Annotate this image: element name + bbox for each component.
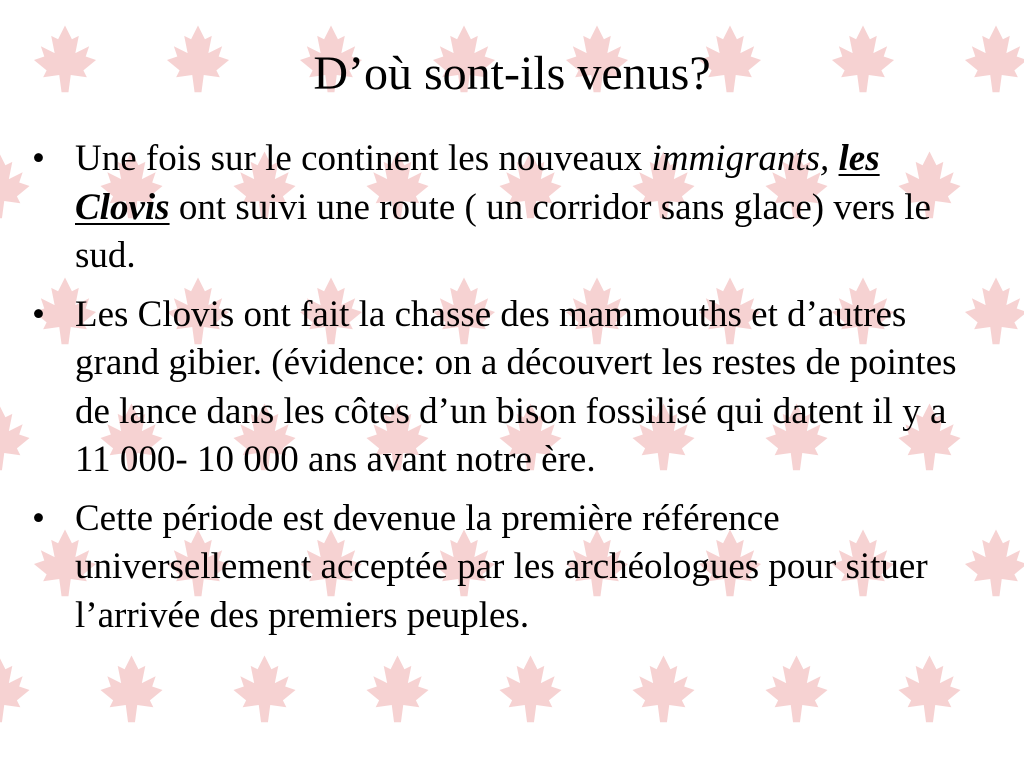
bullet-1-emphasis: les Clovis	[75, 138, 880, 228]
bullet-1-text-end: ont suivi une route ( un corridor sans glace) vers le sud.	[75, 186, 931, 276]
bullet-item-3	[30, 495, 980, 641]
maple-leaf-icon	[898, 656, 960, 723]
bullet-point-icon: •	[32, 138, 45, 179]
slide-title: D’où sont-ils venus?	[313, 47, 711, 100]
maple-leaf-icon	[0, 404, 30, 471]
bullet-1-italic: immigrants,	[651, 138, 830, 179]
bullet-point-icon: •	[32, 293, 45, 335]
bullet-3-text: Cette période est devenue la première référence universellement acceptée par les archéologues pour situer l’arrivée des premiers peuples.	[75, 497, 928, 636]
maple-leaf-icon	[632, 656, 694, 723]
bullet-item-2	[30, 291, 980, 485]
bullet-list	[30, 135, 980, 650]
bullet-2-text: Les Clovis ont fait la chasse des mammouths et d’autres grand gibier. (évidence: on a découvert les restes de pointes de lance dans les côtes d’un bison fossilisé qui datent il y a 11 000- 10 000 ans avant notre ère.	[75, 293, 957, 480]
maple-leaf-icon	[765, 656, 827, 723]
bullet-item-1	[30, 135, 980, 281]
maple-leaf-icon	[0, 656, 30, 723]
maple-leaf-icon	[100, 656, 162, 723]
maple-leaf-icon	[499, 656, 561, 723]
maple-leaf-icon	[0, 152, 30, 219]
bullet-point-icon: •	[32, 497, 45, 539]
maple-leaf-icon	[366, 656, 428, 723]
bullet-1-text: Une fois sur le continent les nouveaux	[75, 138, 652, 179]
maple-leaf-icon	[233, 656, 295, 723]
bullet-1-space	[829, 138, 838, 179]
